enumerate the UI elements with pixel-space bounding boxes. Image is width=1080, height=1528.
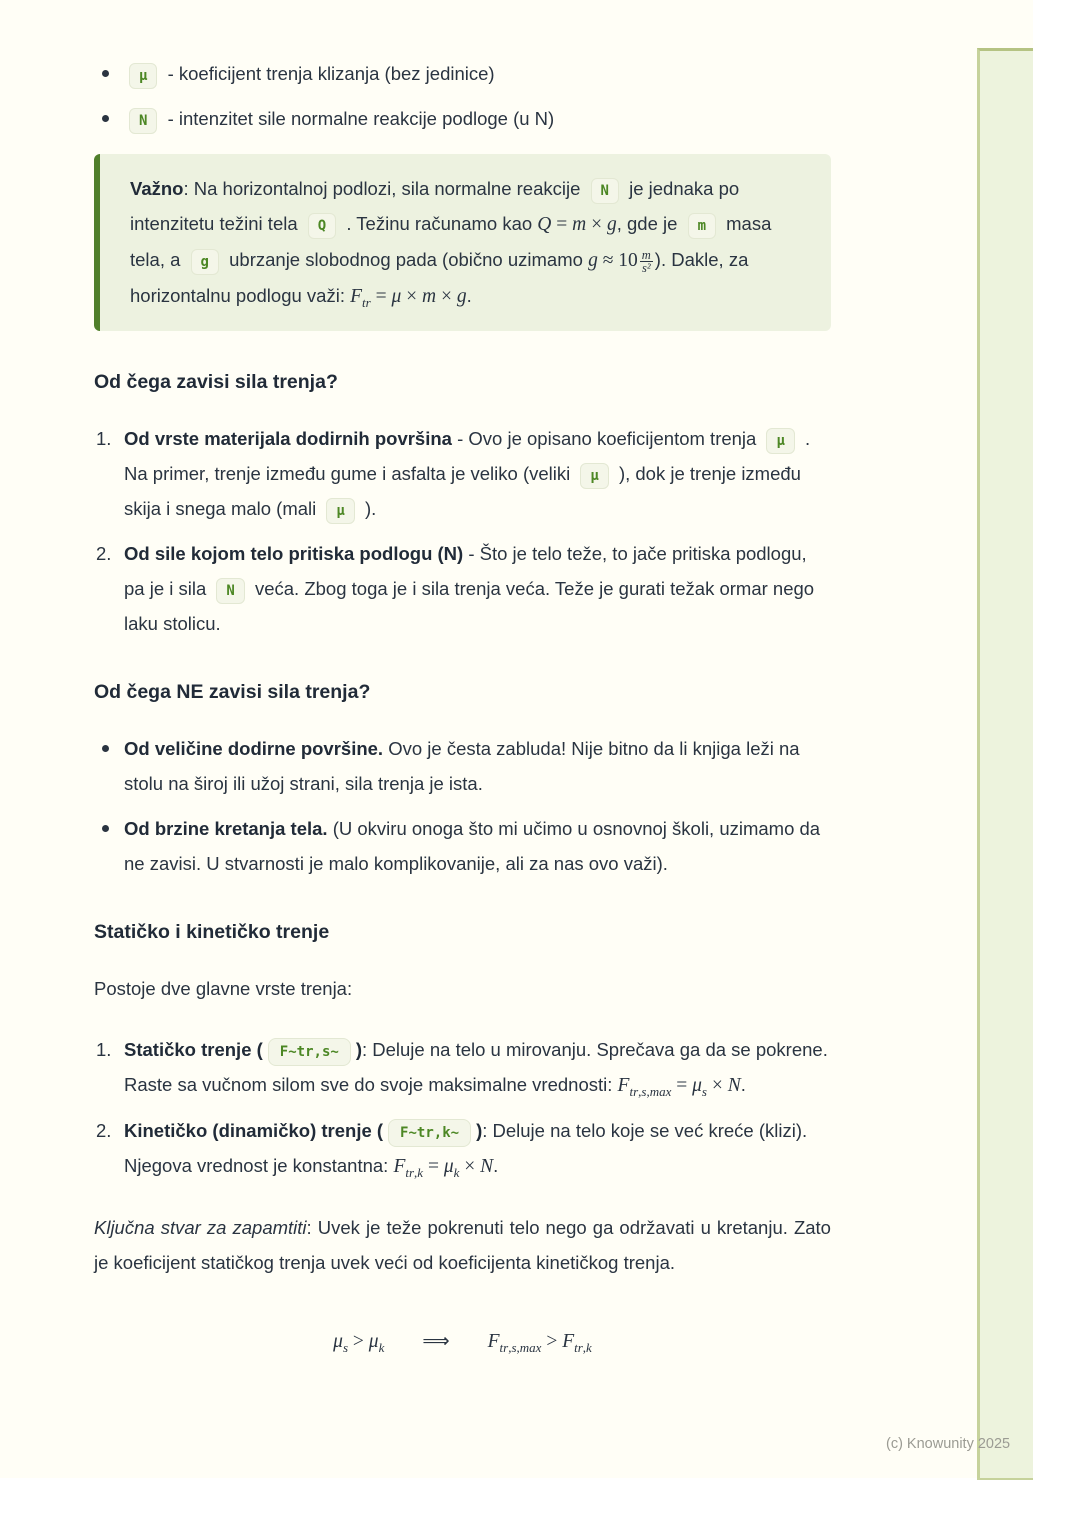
math-var: k bbox=[453, 1164, 460, 1180]
numbered-list bbox=[94, 1032, 831, 1184]
bold-text: Kinetičko (dinamičko) trenje ( bbox=[124, 1120, 384, 1141]
math-var: Q bbox=[537, 214, 552, 235]
math-op: × bbox=[401, 286, 422, 307]
callout-text bbox=[130, 171, 805, 314]
text-run: . bbox=[493, 1155, 499, 1176]
math-op: , bbox=[582, 1339, 587, 1355]
bullet-list-item bbox=[94, 56, 831, 91]
math-op: = bbox=[671, 1075, 693, 1096]
math-op: × bbox=[436, 286, 457, 307]
inline-code-badge: μ bbox=[326, 498, 354, 524]
math-var: N bbox=[727, 1075, 741, 1096]
text-run: ). Dakle, za horizontalnu podlogu važi: bbox=[130, 249, 749, 306]
math-expression bbox=[588, 250, 638, 271]
math-expression bbox=[350, 286, 467, 310]
text-run: - Što je telo teže, to jače pritiska podlogu, pa je i sila bbox=[124, 543, 807, 599]
math-var: tr bbox=[629, 1083, 639, 1099]
math-op: = bbox=[423, 1156, 444, 1177]
inline-code-badge: m bbox=[688, 213, 716, 239]
math-var: tr bbox=[574, 1339, 583, 1355]
inline-code-badge: N bbox=[216, 578, 244, 604]
text-run: . bbox=[740, 1074, 746, 1095]
italic-text: Ključna stvar za zapamtiti bbox=[94, 1217, 307, 1238]
inline-code-badge: N bbox=[591, 178, 619, 204]
math-var: F bbox=[393, 1156, 406, 1177]
math-expression bbox=[617, 1075, 741, 1099]
math-var: tr bbox=[362, 294, 371, 310]
inline-code-badge: Q bbox=[308, 213, 336, 239]
text-run: veća. Zbog toga je i sila trenja veća. Teže je gurati težak ormar nego laku stolicu. bbox=[124, 578, 815, 634]
math-var: max bbox=[649, 1083, 672, 1099]
math-var: m bbox=[422, 286, 437, 307]
section-heading: Od čega NE zavisi sila trenja? bbox=[94, 681, 371, 703]
math-op: , bbox=[646, 1083, 650, 1099]
numbered-list-item bbox=[94, 1113, 831, 1184]
bold-text: Od sile kojom telo pritiska podlogu (N) bbox=[124, 543, 464, 564]
bold-text: Od veličine dodirne površine. bbox=[124, 738, 384, 759]
math-op: , bbox=[516, 1339, 520, 1355]
math-var: μ bbox=[443, 1156, 454, 1177]
inline-code-badge: μ bbox=[129, 63, 157, 89]
math-op: × bbox=[459, 1156, 481, 1177]
math-op: , bbox=[414, 1164, 418, 1180]
text-run: - koeficijent trenja klizanja (bez jedinice) bbox=[162, 63, 495, 84]
text-run: masa tela, a bbox=[130, 213, 772, 270]
math-var: F bbox=[617, 1075, 630, 1096]
text-run: : Deluje na telo u mirovanju. Sprečava ga da se pokrene. Raste sa vučnom silom sve do svoje maksimalne vrednosti: bbox=[124, 1039, 828, 1095]
text-run: . Težinu računamo kao bbox=[341, 213, 538, 234]
math-var: s bbox=[342, 1339, 349, 1355]
numbered-list-item bbox=[94, 1032, 831, 1103]
bullet-list-item bbox=[94, 811, 831, 881]
inline-code-badge: μ bbox=[580, 463, 608, 489]
fraction bbox=[640, 249, 653, 275]
text-run: je jednaka po intenzitetu težini tela bbox=[130, 178, 740, 234]
math-op: > bbox=[541, 1331, 563, 1352]
math-var: F bbox=[562, 1331, 575, 1352]
numbered-list-item bbox=[94, 536, 831, 641]
inline-code-badge: g bbox=[191, 249, 219, 275]
bold-text: Od vrste materijala dodirnih površina bbox=[124, 428, 452, 449]
math-var: k bbox=[417, 1164, 424, 1180]
numbered-list-item bbox=[94, 421, 831, 526]
inline-code-badge: F~tr,s~ bbox=[268, 1038, 351, 1066]
text-run: - intenzitet sile normalne reakcije podloge (u N) bbox=[162, 108, 555, 129]
math-subscript bbox=[405, 1165, 423, 1180]
math-op: > bbox=[348, 1331, 369, 1352]
important-callout-box bbox=[94, 154, 831, 331]
bold-text: Statičko trenje ( bbox=[124, 1039, 263, 1060]
math-var: F bbox=[487, 1331, 500, 1352]
text-run: : Uvek je teže pokrenuti telo nego ga održavati u kretanju. Zato je koeficijent statičkog trenja uvek veći od koeficijenta kinetičkog trenja. bbox=[94, 1217, 831, 1273]
math-op: × bbox=[706, 1075, 728, 1096]
numbered-list bbox=[94, 421, 831, 641]
bullet-list bbox=[94, 731, 831, 881]
inline-code-badge: F~tr,k~ bbox=[388, 1119, 471, 1147]
bold-text: Važno bbox=[130, 178, 184, 199]
math-op: × bbox=[586, 214, 607, 235]
math-op: ≈ 10 bbox=[597, 250, 638, 271]
section-heading: Od čega zavisi sila trenja? bbox=[94, 371, 338, 393]
math-op: = bbox=[370, 286, 392, 307]
text-run: ). bbox=[359, 498, 377, 519]
math-var: μ bbox=[692, 1075, 702, 1096]
math-var: tr bbox=[405, 1164, 415, 1180]
document-content bbox=[94, 46, 831, 1359]
math-expression bbox=[537, 214, 616, 235]
fraction-numerator: m bbox=[641, 248, 651, 262]
math-formula-block bbox=[94, 1324, 831, 1359]
math-op: = bbox=[551, 214, 573, 235]
fraction-denominator: s² bbox=[641, 261, 651, 275]
bold-text: ) bbox=[476, 1120, 483, 1141]
inline-code-badge: μ bbox=[766, 428, 794, 454]
math-var: m bbox=[572, 214, 587, 235]
bold-text: ) bbox=[355, 1039, 362, 1060]
math-subscript bbox=[500, 1340, 542, 1355]
copyright-footer: (c) Knowunity 2025 bbox=[886, 1436, 1011, 1452]
paragraph bbox=[94, 971, 831, 1006]
math-op: , bbox=[508, 1339, 512, 1355]
bullet-list bbox=[94, 56, 831, 136]
math-var: max bbox=[519, 1339, 542, 1355]
text-run: Ovo je česta zabluda! Nije bitno da li knjiga leži na stolu na široj ili užoj strani, sila trenja je ista. bbox=[124, 738, 800, 794]
inline-code-badge: N bbox=[129, 108, 157, 134]
bullet-list-item bbox=[94, 101, 831, 136]
math-var: g bbox=[588, 250, 598, 271]
math-var: g bbox=[606, 214, 617, 235]
math-var: k bbox=[586, 1339, 592, 1355]
text-run: . bbox=[466, 285, 472, 306]
implies-arrow: ⟹ bbox=[422, 1330, 450, 1352]
page-edge-band bbox=[977, 48, 1033, 1480]
math-var: s bbox=[701, 1083, 707, 1099]
text-run: ubrzanje slobodnog pada (obično uzimamo bbox=[223, 249, 589, 270]
math-expression bbox=[333, 1331, 385, 1355]
text-run: , gde je bbox=[616, 213, 683, 234]
math-subscript bbox=[629, 1084, 671, 1099]
math-subscript bbox=[379, 1340, 385, 1355]
text-run: : Deluje na telo koje se već kreće (klizi). Njegova vrednost je konstantna: bbox=[124, 1120, 808, 1176]
math-var: μ bbox=[391, 286, 402, 307]
math-expression bbox=[393, 1156, 494, 1180]
section-heading: Statičko i kinetičko trenje bbox=[94, 921, 330, 943]
math-var: g bbox=[456, 286, 467, 307]
math-expression bbox=[487, 1331, 592, 1355]
text-run: - Ovo je opisano koeficijentom trenja bbox=[451, 428, 762, 449]
math-var: s bbox=[641, 1083, 647, 1099]
text-run: . Na primer, trenje između gume i asfalta je veliko (veliki bbox=[124, 428, 811, 484]
text-run: (U okviru onoga što mi učimo u osnovnoj školi, uzimamo da ne zavisi. U stvarnosti je malo komplikovanije, ali za nas ovo važi). bbox=[124, 818, 821, 874]
bullet-list-item bbox=[94, 731, 831, 801]
math-var: k bbox=[378, 1339, 385, 1355]
math-var: tr bbox=[499, 1339, 509, 1355]
math-subscript bbox=[574, 1340, 592, 1355]
math-var: μ bbox=[368, 1331, 379, 1352]
math-var: N bbox=[480, 1156, 494, 1177]
math-var: μ bbox=[333, 1331, 343, 1352]
text-run: : Na horizontalnoj podlozi, sila normalne reakcije bbox=[183, 178, 586, 199]
math-op: , bbox=[638, 1083, 642, 1099]
text-run: Postoje dve glavne vrste trenja: bbox=[94, 978, 353, 999]
math-var: s bbox=[511, 1339, 517, 1355]
math-var: F bbox=[350, 286, 363, 307]
math-subscript bbox=[362, 295, 371, 310]
bold-text: Od brzine kretanja tela. bbox=[124, 818, 328, 839]
text-run: ), dok je trenje između skija i snega malo (mali bbox=[124, 463, 801, 519]
paragraph bbox=[94, 1210, 831, 1280]
